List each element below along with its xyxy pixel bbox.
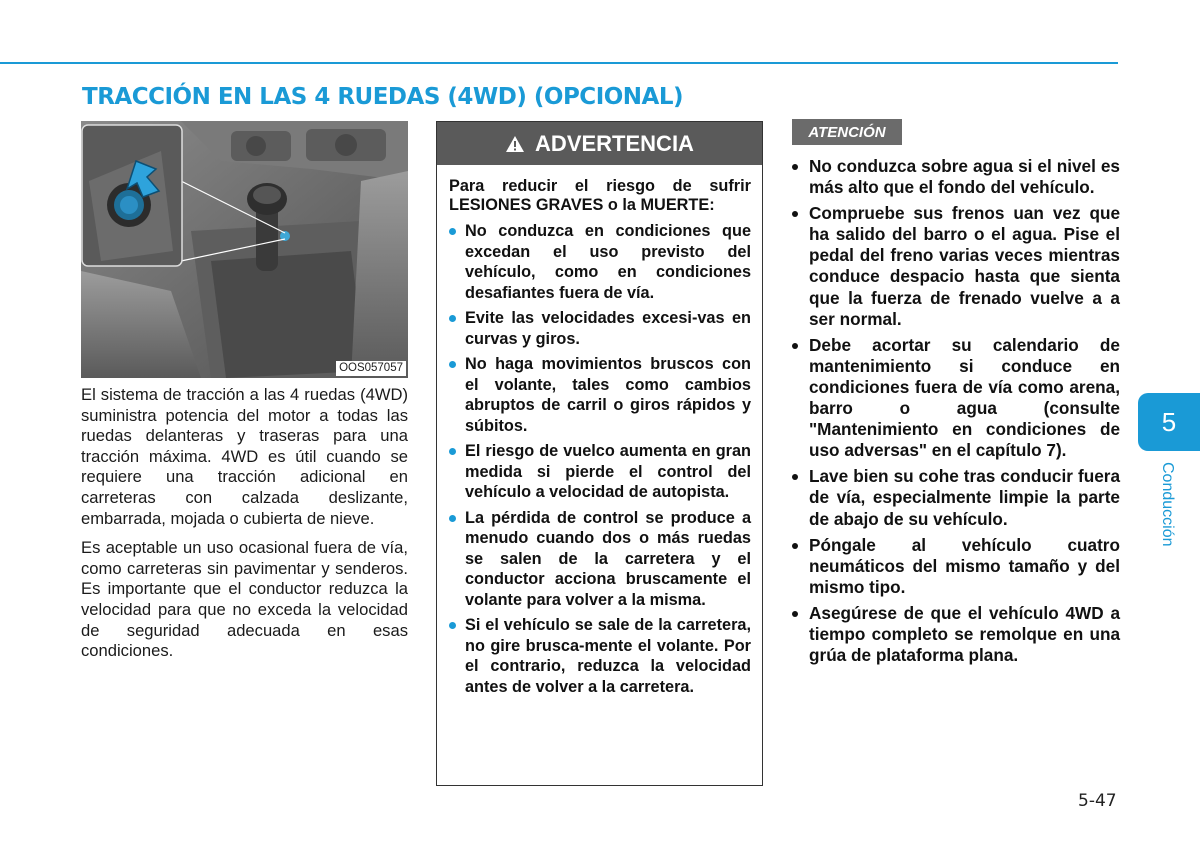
list-item: Evite las velocidades excesi-vas en curvas y giros. <box>449 308 751 349</box>
warning-box <box>436 121 763 786</box>
list-item: Asegúrese de que el vehículo 4WD a tiempo completo se remolque en una grúa de plataforma plana. <box>791 603 1120 666</box>
list-item: Compruebe sus frenos uan vez que ha salido del barro o el agua. Pise el pedal del freno varias veces mientras conduce despacio hasta que sienta que la fuerza de frenado vuelve a a ser normal. <box>791 203 1120 330</box>
warning-intro: Para reducir el riesgo de sufrir LESIONES GRAVES o la MUERTE: <box>449 177 751 214</box>
bullet-dot <box>449 515 456 522</box>
intro-paragraph: Es aceptable un uso ocasional fuera de vía, como carreteras sin pavimentar y senderos. Es importante que el conductor reduzca la velocidad para que no exceda la velocidad de seguridad adecuada en esas condiciones. <box>81 538 408 661</box>
warning-title: ADVERTENCIA <box>535 130 694 156</box>
bullet-dot <box>449 361 456 368</box>
bullet-dot <box>449 315 456 322</box>
warning-body <box>437 165 762 697</box>
bullet-dot <box>792 543 798 549</box>
list-item: Lave bien su cohe tras conducir fuera de vía, especialmente limpie la parte de abajo de su vehículo. <box>791 466 1120 529</box>
caution-list <box>791 156 1120 666</box>
bullet-dot <box>792 474 798 480</box>
figure-4wd-console <box>81 121 408 378</box>
list-item: La pérdida de control se produce a menudo cuando dos o más ruedas se salen de la carretera y el conductor acciona bruscamente el volante para volver a la misma. <box>449 508 751 611</box>
page-number: 5-47 <box>1078 791 1117 811</box>
figure-code: OOS057057 <box>336 361 406 376</box>
intro-paragraph: El sistema de tracción a las 4 ruedas (4WD) suministra potencia del motor a todas las ruedas delanteras y traseras para una tracción máxima. 4WD es útil cuando se requiere una tracción adicional en carreteras con calzada deslizante, embarrada, mojada o cubierta de nieve. <box>81 385 408 528</box>
bullet-dot <box>449 448 456 455</box>
list-item: No conduzca sobre agua si el nivel es más alto que el fondo del vehículo. <box>791 156 1120 198</box>
caution-section <box>791 156 1120 671</box>
intro-text <box>81 385 408 671</box>
bullet-dot <box>449 228 456 235</box>
top-rule <box>0 62 1118 64</box>
bullet-dot <box>449 622 456 629</box>
caution-label: ATENCIÓN <box>792 119 902 145</box>
list-item: No haga movimientos bruscos con el volante, tales como cambios abruptos de carril o giros rápidos y súbitos. <box>449 354 751 436</box>
list-item: Póngale al vehículo cuatro neumáticos del mismo tamaño y del mismo tipo. <box>791 535 1120 598</box>
chapter-tab: 5 <box>1138 393 1200 451</box>
list-item: No conduzca en condiciones que excedan el uso previsto del vehículo, como en condiciones desafiantes fuera de vía. <box>449 221 751 303</box>
list-item: Si el vehículo se sale de la carretera, no gire brusca-mente el volante. Por el contrario, reduzca la velocidad antes de volver a la carretera. <box>449 615 751 697</box>
list-item: Debe acortar su calendario de mantenimiento si conduce en condiciones fuera de vía como arena, barro o agua (consulte "Mantenimiento en condiciones de uso adversas" en el capítulo 7). <box>791 335 1120 462</box>
chapter-label: Conducción <box>1159 462 1176 547</box>
list-item: El riesgo de vuelco aumenta en gran medida si pierde el control del vehículo a velocidad de autopista. <box>449 441 751 503</box>
warning-list <box>449 221 751 697</box>
bullet-dot <box>792 611 798 617</box>
bullet-dot <box>792 164 798 170</box>
section-title: TRACCIÓN EN LAS 4 RUEDAS (4WD) (OPCIONAL) <box>82 84 684 110</box>
bullet-dot <box>792 211 798 217</box>
bullet-dot <box>792 343 798 349</box>
warning-header <box>437 122 762 165</box>
warning-triangle-icon <box>505 135 525 153</box>
console-illustration <box>81 121 408 378</box>
